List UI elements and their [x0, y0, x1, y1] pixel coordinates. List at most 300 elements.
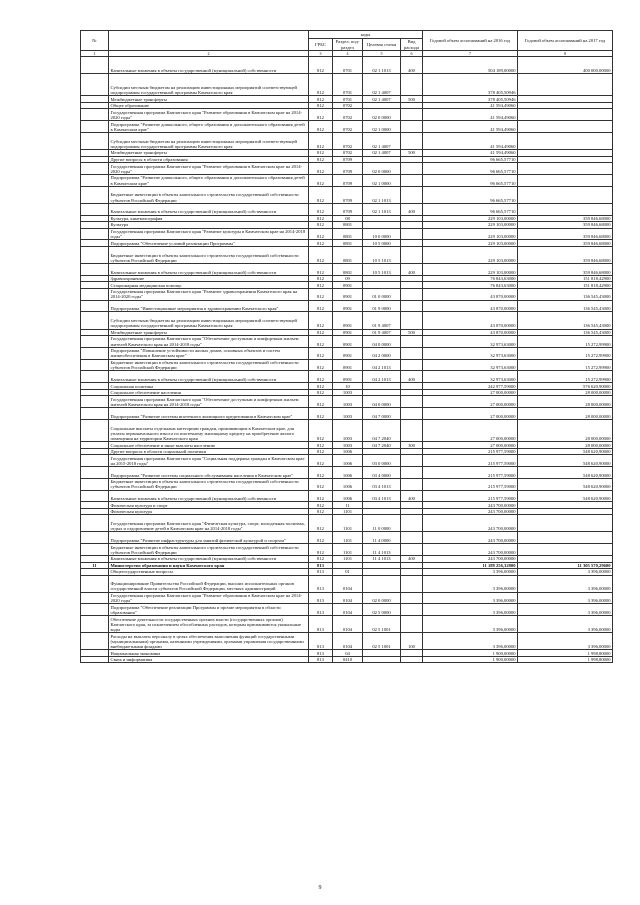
row-name: Культура, кинематография: [109, 215, 309, 222]
row-celevaya: 03 4 1013: [363, 478, 401, 490]
row-grbs: 812: [309, 275, 333, 282]
row-number: [81, 228, 109, 240]
row-grbs: 812: [309, 109, 333, 121]
row-number: [81, 264, 109, 276]
row-name: Субсидии местным бюджетам на реализацию инвестиционных мероприятий соответствующей подпрограммы государственной программы Камчатского края: [109, 133, 309, 150]
table-row: [81, 656, 613, 663]
table-row: [81, 544, 613, 556]
header-grbs: ГРБС: [309, 39, 333, 51]
row-volume-2016: 3 396,00000: [423, 604, 518, 616]
row-celevaya: [363, 575, 401, 592]
row-grbs: 813: [309, 656, 333, 663]
row-celevaya: 11 4 1013: [363, 556, 401, 563]
row-vid: [401, 186, 423, 203]
row-volume-2017: 15 272,99900: [518, 347, 613, 359]
row-name: Подпрограмма "Инвестиционные мероприятия в здравоохранении Камчатского края": [109, 300, 309, 312]
row-razdel: 1101: [333, 532, 363, 544]
row-name: Расходы на выплаты персоналу в целях обеспечения выполнения функций государственными (муниципальными) органами, казенными учреждениями, органами управления государственными внебюджетными фондами: [109, 633, 309, 650]
table-row: [81, 288, 613, 300]
row-celevaya: 02 1 1013: [363, 186, 401, 203]
row-celevaya: 02 0 0000: [363, 109, 401, 121]
row-celevaya: 02 1 1013: [363, 203, 401, 215]
row-volume-2016: 242 977,59000: [423, 383, 518, 390]
row-number: [81, 186, 109, 203]
row-razdel: 0901: [333, 371, 363, 383]
row-volume-2017: 359 846,68000: [518, 246, 613, 263]
row-name: Подпрограмма "Развитие инфраструктуры для занятий физической культурой и спортом": [109, 532, 309, 544]
table-row: [81, 264, 613, 276]
row-name: Другие вопросы в области образования: [109, 156, 309, 163]
row-grbs: 812: [309, 222, 333, 229]
row-volume-2017: 400 000,00000: [518, 57, 613, 74]
row-razdel: 0901: [333, 359, 363, 371]
row-grbs: 812: [309, 371, 333, 383]
row-volume-2016: 43 870,00000: [423, 288, 518, 300]
row-volume-2016: 229 103,00000: [423, 215, 518, 222]
row-name: Функционирование Правительства Российской Федерации, высших исполнительных органов государственной власти субъектов Российской Федерации, местных администраций: [109, 575, 309, 592]
row-razdel: 0801: [333, 264, 363, 276]
row-vid: 400: [401, 264, 423, 276]
row-celevaya: 04 2 1013: [363, 371, 401, 383]
table-row: [81, 478, 613, 490]
row-number: [81, 133, 109, 150]
row-volume-2017: 136 545,43000: [518, 300, 613, 312]
row-razdel: 1101: [333, 515, 363, 532]
table-row: [81, 515, 613, 532]
row-volume-2016: 43 870,00000: [423, 312, 518, 329]
row-name: Социальное обеспечение населения: [109, 389, 309, 396]
row-grbs: 812: [309, 419, 333, 441]
row-volume-2017: 151 818,42900: [518, 282, 613, 289]
row-vid: [401, 455, 423, 467]
row-vid: [401, 515, 423, 532]
row-volume-2017: 136 545,43000: [518, 329, 613, 336]
row-grbs: 812: [309, 312, 333, 329]
row-volume-2017: [518, 163, 613, 175]
row-grbs: 812: [309, 133, 333, 150]
row-vid: 500: [401, 329, 423, 336]
page-number: 9: [318, 885, 322, 891]
row-grbs: 812: [309, 508, 333, 515]
header-volume-2016: Годовой объем ассигнований на 2016 год: [423, 31, 518, 51]
row-celevaya: 02 5 1001: [363, 633, 401, 650]
header-codes: коды: [309, 31, 423, 39]
row-grbs: 812: [309, 264, 333, 276]
row-razdel: 0901: [333, 336, 363, 348]
row-name: Капитальные вложения в объекты государственной (муниципальной) собственности: [109, 264, 309, 276]
row-celevaya: 03 4 0000: [363, 467, 401, 479]
row-razdel: 1101: [333, 544, 363, 556]
row-grbs: 812: [309, 203, 333, 215]
row-volume-2017: 548 620,90000: [518, 490, 613, 502]
row-grbs: 812: [309, 556, 333, 563]
row-volume-2016: 3 396,00000: [423, 592, 518, 604]
row-name: Социальные выплаты отдельным категориям граждан, проживающим в Камчатском крае, для уплаты первоначального взноса по ипотечному жилищному кредиту на приобретение жилого помещения на территории Камчатского края: [109, 419, 309, 441]
row-razdel: 0702: [333, 121, 363, 133]
row-volume-2017: [518, 109, 613, 121]
row-number: [81, 246, 109, 263]
row-grbs: 812: [309, 515, 333, 532]
row-vid: [401, 133, 423, 150]
row-razdel: 0701: [333, 74, 363, 96]
row-name: Министерство образования и науки Камчатского края: [109, 562, 309, 569]
row-grbs: 812: [309, 455, 333, 467]
row-vid: [401, 312, 423, 329]
row-celevaya: [363, 656, 401, 663]
row-name: Государственная программа Камчатского края "Развитие образования в Камчатском крае на 2014-2020 годы": [109, 109, 309, 121]
row-name: Физическая культура: [109, 508, 309, 515]
table-row: [81, 163, 613, 175]
header-num: №: [81, 31, 109, 51]
row-grbs: 812: [309, 246, 333, 263]
row-razdel: 0709: [333, 203, 363, 215]
row-volume-2017: 359 846,68000: [518, 240, 613, 247]
row-volume-2016: 215 977,59000: [423, 478, 518, 490]
row-razdel: 0709: [333, 186, 363, 203]
row-celevaya: 04 7 2040: [363, 419, 401, 441]
row-volume-2016: 96 665,57710: [423, 156, 518, 163]
row-razdel: 0104: [333, 592, 363, 604]
row-grbs: 812: [309, 163, 333, 175]
row-celevaya: 02 1 0000: [363, 174, 401, 186]
row-volume-2016: 27 000,00000: [423, 442, 518, 449]
row-number: [81, 163, 109, 175]
row-volume-2016: 27 000,00000: [423, 396, 518, 408]
row-volume-2016: 3 396,00000: [423, 633, 518, 650]
row-volume-2017: 359 846,68000: [518, 215, 613, 222]
row-grbs: 812: [309, 240, 333, 247]
row-volume-2016: 215 977,59000: [423, 467, 518, 479]
row-celevaya: 02 5 1001: [363, 616, 401, 633]
row-razdel: 0104: [333, 616, 363, 633]
row-name: Общегосударственные вопросы: [109, 569, 309, 576]
row-razdel: 0104: [333, 604, 363, 616]
row-razdel: 01: [333, 569, 363, 576]
row-volume-2016: 504 189,00000: [423, 57, 518, 74]
row-celevaya: 02 0 0000: [363, 163, 401, 175]
row-vid: 300: [401, 442, 423, 449]
row-celevaya: 11 0 0000: [363, 515, 401, 532]
table-body: [81, 57, 613, 663]
row-razdel: 1003: [333, 408, 363, 420]
row-celevaya: 02 1 1013: [363, 57, 401, 74]
row-volume-2016: 3 396,00000: [423, 569, 518, 576]
row-volume-2017: [518, 186, 613, 203]
row-vid: [401, 604, 423, 616]
row-number: [81, 575, 109, 592]
row-razdel: 0801: [333, 240, 363, 247]
row-name: Социальное обеспечение и иные выплаты населению: [109, 442, 309, 449]
row-vid: 400: [401, 556, 423, 563]
col-number: 7: [423, 51, 518, 57]
row-celevaya: 01 9 4007: [363, 329, 401, 336]
row-celevaya: 11 4 1013: [363, 544, 401, 556]
row-number: [81, 174, 109, 186]
row-celevaya: 04 7 2040: [363, 442, 401, 449]
row-razdel: 0801: [333, 228, 363, 240]
row-volume-2017: [518, 174, 613, 186]
row-razdel: 0901: [333, 347, 363, 359]
row-volume-2016: 96 665,57710: [423, 203, 518, 215]
row-name: Подпрограмма "Развитие системы социального обслуживания населения в Камчатском крае": [109, 467, 309, 479]
row-number: [81, 288, 109, 300]
row-name: Физическая культура и спорт: [109, 502, 309, 509]
col-number: 8: [518, 51, 613, 57]
row-name: Бюджетные инвестиции в объекты капитального строительства государственной собственности субъектов Российской Федерации: [109, 478, 309, 490]
row-volume-2016: 76 843,63000: [423, 275, 518, 282]
table-row: [81, 455, 613, 467]
row-name: Капитальные вложения в объекты государственной (муниципальной) собственности: [109, 556, 309, 563]
row-volume-2016: 96 665,57710: [423, 174, 518, 186]
row-volume-2017: 3 396,00000: [518, 569, 613, 576]
row-grbs: 813: [309, 616, 333, 633]
row-razdel: 1006: [333, 467, 363, 479]
row-razdel: 1101: [333, 508, 363, 515]
row-volume-2016: 215 977,59000: [423, 490, 518, 502]
header-razdel: Раздел, под-раздел: [333, 39, 363, 51]
table-row: [81, 467, 613, 479]
row-volume-2017: 28 000,00000: [518, 408, 613, 420]
row-volume-2017: 3 396,00000: [518, 604, 613, 616]
row-name: Национальная экономика: [109, 650, 309, 657]
row-celevaya: 03 0 0000: [363, 455, 401, 467]
row-vid: [401, 300, 423, 312]
row-number: [81, 74, 109, 96]
row-volume-2016: 3 396,00000: [423, 616, 518, 633]
table-row: [81, 396, 613, 408]
row-number: [81, 57, 109, 74]
row-volume-2017: 3 396,00000: [518, 616, 613, 633]
row-volume-2017: 15 272,99900: [518, 359, 613, 371]
row-razdel: 0901: [333, 282, 363, 289]
row-volume-2016: 96 665,57710: [423, 186, 518, 203]
row-grbs: 813: [309, 604, 333, 616]
row-grbs: 812: [309, 282, 333, 289]
table-row: [81, 359, 613, 371]
row-razdel: 0701: [333, 57, 363, 74]
row-volume-2016: 229 103,00000: [423, 246, 518, 263]
row-razdel: 09: [333, 275, 363, 282]
row-celevaya: 10 5 1013: [363, 264, 401, 276]
row-number: [81, 336, 109, 348]
row-name: Государственная программа Камчатского края "Развитие культуры в Камчатском крае на 2014-2018 годы": [109, 228, 309, 240]
row-name: Культура: [109, 222, 309, 229]
table-row: [81, 57, 613, 74]
row-grbs: 812: [309, 288, 333, 300]
row-name: Подпрограмма "Развитие дошкольного, общего образования и дополнительного образования детей в Камчатском крае": [109, 174, 309, 186]
row-number: [81, 532, 109, 544]
row-volume-2016: 96 665,57710: [423, 163, 518, 175]
row-grbs: 813: [309, 562, 333, 569]
row-grbs: 812: [309, 174, 333, 186]
row-vid: [401, 336, 423, 348]
row-name: Межбюджетные трансферты: [109, 96, 309, 103]
row-vid: [401, 544, 423, 556]
row-name: Стационарная медицинская помощь: [109, 282, 309, 289]
row-volume-2017: 1 998,80000: [518, 656, 613, 663]
row-grbs: 812: [309, 359, 333, 371]
row-razdel: 0104: [333, 633, 363, 650]
row-volume-2016: 3 396,00000: [423, 575, 518, 592]
row-volume-2017: [518, 532, 613, 544]
row-volume-2017: [518, 544, 613, 556]
row-name: Субсидии местным бюджетам на реализацию инвестиционных мероприятий соответствующей подпрограммы государственной программы Камчатского края: [109, 312, 309, 329]
row-volume-2016: 41 594,49060: [423, 121, 518, 133]
row-name: Связь и информатика: [109, 656, 309, 663]
row-volume-2017: 28 000,00000: [518, 419, 613, 441]
row-number: [81, 515, 109, 532]
row-grbs: 812: [309, 448, 333, 455]
row-volume-2016: 378 405,50946: [423, 74, 518, 96]
row-celevaya: 03 4 1013: [363, 490, 401, 502]
row-vid: [401, 359, 423, 371]
row-number: [81, 347, 109, 359]
table-row: [81, 616, 613, 633]
col-number: 4: [333, 51, 363, 57]
row-razdel: 08: [333, 215, 363, 222]
table-row: [81, 312, 613, 329]
row-grbs: 812: [309, 347, 333, 359]
row-volume-2017: [518, 515, 613, 532]
row-number: [81, 544, 109, 556]
row-name: Подпрограмма "Развитие системы ипотечного жилищного кредитования в Камчатском крае": [109, 408, 309, 420]
row-volume-2016: 41 594,49060: [423, 102, 518, 109]
row-razdel: 0104: [333, 575, 363, 592]
table-row: [81, 74, 613, 96]
row-number: [81, 359, 109, 371]
row-name: Межбюджетные трансферты: [109, 150, 309, 157]
table-row: [81, 371, 613, 383]
row-volume-2016: 27 000,00000: [423, 389, 518, 396]
row-grbs: 812: [309, 156, 333, 163]
table-row: [81, 336, 613, 348]
row-vid: [401, 109, 423, 121]
row-volume-2017: 136 545,43000: [518, 288, 613, 300]
row-vid: 400: [401, 57, 423, 74]
row-volume-2017: 136 545,43000: [518, 312, 613, 329]
row-razdel: 0901: [333, 300, 363, 312]
table-row: [81, 347, 613, 359]
row-celevaya: 02 1 4007: [363, 133, 401, 150]
row-razdel: 0701: [333, 96, 363, 103]
row-razdel: 1003: [333, 442, 363, 449]
row-celevaya: 01 9 0000: [363, 300, 401, 312]
row-razdel: 1003: [333, 419, 363, 441]
row-number: [81, 656, 109, 663]
row-volume-2017: 576 620,90000: [518, 383, 613, 390]
row-grbs: 812: [309, 336, 333, 348]
row-name: Капитальные вложения в объекты государственной (муниципальной) собственности: [109, 203, 309, 215]
row-name: Государственная программа Камчатского края "Обеспечение доступным и комфортным жильем жителей Камчатского края на 2014-2018 годы": [109, 336, 309, 348]
row-celevaya: 01 9 4007: [363, 312, 401, 329]
row-volume-2016: 1 900,00000: [423, 650, 518, 657]
row-grbs: 812: [309, 150, 333, 157]
budget-table-page: [80, 30, 612, 663]
row-volume-2017: 151 818,42900: [518, 275, 613, 282]
row-volume-2016: 41 594,49060: [423, 109, 518, 121]
row-name: Подпрограмма "Повышение устойчивости жилых домов, основных объектов и систем жизнеобеспечения в Камчатском крае": [109, 347, 309, 359]
row-name: Другие вопросы в области социальной политики: [109, 448, 309, 455]
row-name: Субсидии местным бюджетам на реализацию инвестиционных мероприятий соответствующей подпрограммы государственной программы Камчатского края: [109, 74, 309, 96]
row-vid: [401, 228, 423, 240]
row-vid: [401, 592, 423, 604]
row-razdel: 10: [333, 383, 363, 390]
row-vid: [401, 163, 423, 175]
row-razdel: 1006: [333, 490, 363, 502]
table-row: [81, 490, 613, 502]
row-razdel: 0702: [333, 133, 363, 150]
row-celevaya: 10 5 0000: [363, 240, 401, 247]
row-razdel: 0801: [333, 246, 363, 263]
row-grbs: 812: [309, 408, 333, 420]
row-volume-2017: [518, 133, 613, 150]
row-grbs: 812: [309, 467, 333, 479]
row-celevaya: 02 5 0000: [363, 604, 401, 616]
row-number: [81, 490, 109, 502]
row-razdel: 0709: [333, 174, 363, 186]
row-name: Общее образование: [109, 102, 309, 109]
row-grbs: 812: [309, 300, 333, 312]
row-volume-2017: 1 998,80000: [518, 650, 613, 657]
row-volume-2017: 548 620,90000: [518, 448, 613, 455]
row-name: Капитальные вложения в объекты государственной (муниципальной) собственности: [109, 57, 309, 74]
row-volume-2017: [518, 74, 613, 96]
row-volume-2017: 11 305 570,29600: [518, 562, 613, 569]
row-celevaya: 10 0 0000: [363, 228, 401, 240]
row-celevaya: 02 1 4007: [363, 74, 401, 96]
row-number: [81, 633, 109, 650]
table-row: [81, 121, 613, 133]
row-number: [81, 121, 109, 133]
row-vid: 500: [401, 96, 423, 103]
row-vid: [401, 467, 423, 479]
table-row: [81, 575, 613, 592]
row-number: [81, 616, 109, 633]
row-celevaya: 02 1 4007: [363, 150, 401, 157]
row-name: Бюджетные инвестиции в объекты капитального строительства государственной собственности субъектов Российской Федерации: [109, 246, 309, 263]
row-number: [81, 203, 109, 215]
row-volume-2017: 3 396,00000: [518, 633, 613, 650]
row-celevaya: 02 1 4007: [363, 96, 401, 103]
row-volume-2016: 243 700,00000: [423, 544, 518, 556]
row-razdel: 0709: [333, 156, 363, 163]
row-razdel: 0801: [333, 222, 363, 229]
col-number: 1: [81, 51, 109, 57]
row-number: [81, 467, 109, 479]
row-name: Государственная программа Камчатского края "Развитие образования в Камчатском крае на 2014-2020 годы": [109, 592, 309, 604]
row-volume-2017: 359 846,68000: [518, 222, 613, 229]
row-vid: 500: [401, 150, 423, 157]
row-number: [81, 312, 109, 329]
row-vid: [401, 419, 423, 441]
row-grbs: 813: [309, 575, 333, 592]
row-volume-2017: 28 000,00000: [518, 442, 613, 449]
row-grbs: 812: [309, 74, 333, 96]
row-grbs: 812: [309, 442, 333, 449]
row-name: Социальная политика: [109, 383, 309, 390]
row-name: Подпрограмма "Обеспечение условий реализации Программы": [109, 240, 309, 247]
col-number: 6: [401, 51, 423, 57]
header-volume-2017: Годовой объем ассигнований на 2017 год: [518, 31, 613, 51]
table-row: [81, 246, 613, 263]
row-grbs: 812: [309, 228, 333, 240]
row-number: [81, 371, 109, 383]
table-row: [81, 109, 613, 121]
row-volume-2016: 378 405,50946: [423, 96, 518, 103]
row-razdel: 1101: [333, 556, 363, 563]
row-grbs: 813: [309, 633, 333, 650]
row-number: [81, 396, 109, 408]
